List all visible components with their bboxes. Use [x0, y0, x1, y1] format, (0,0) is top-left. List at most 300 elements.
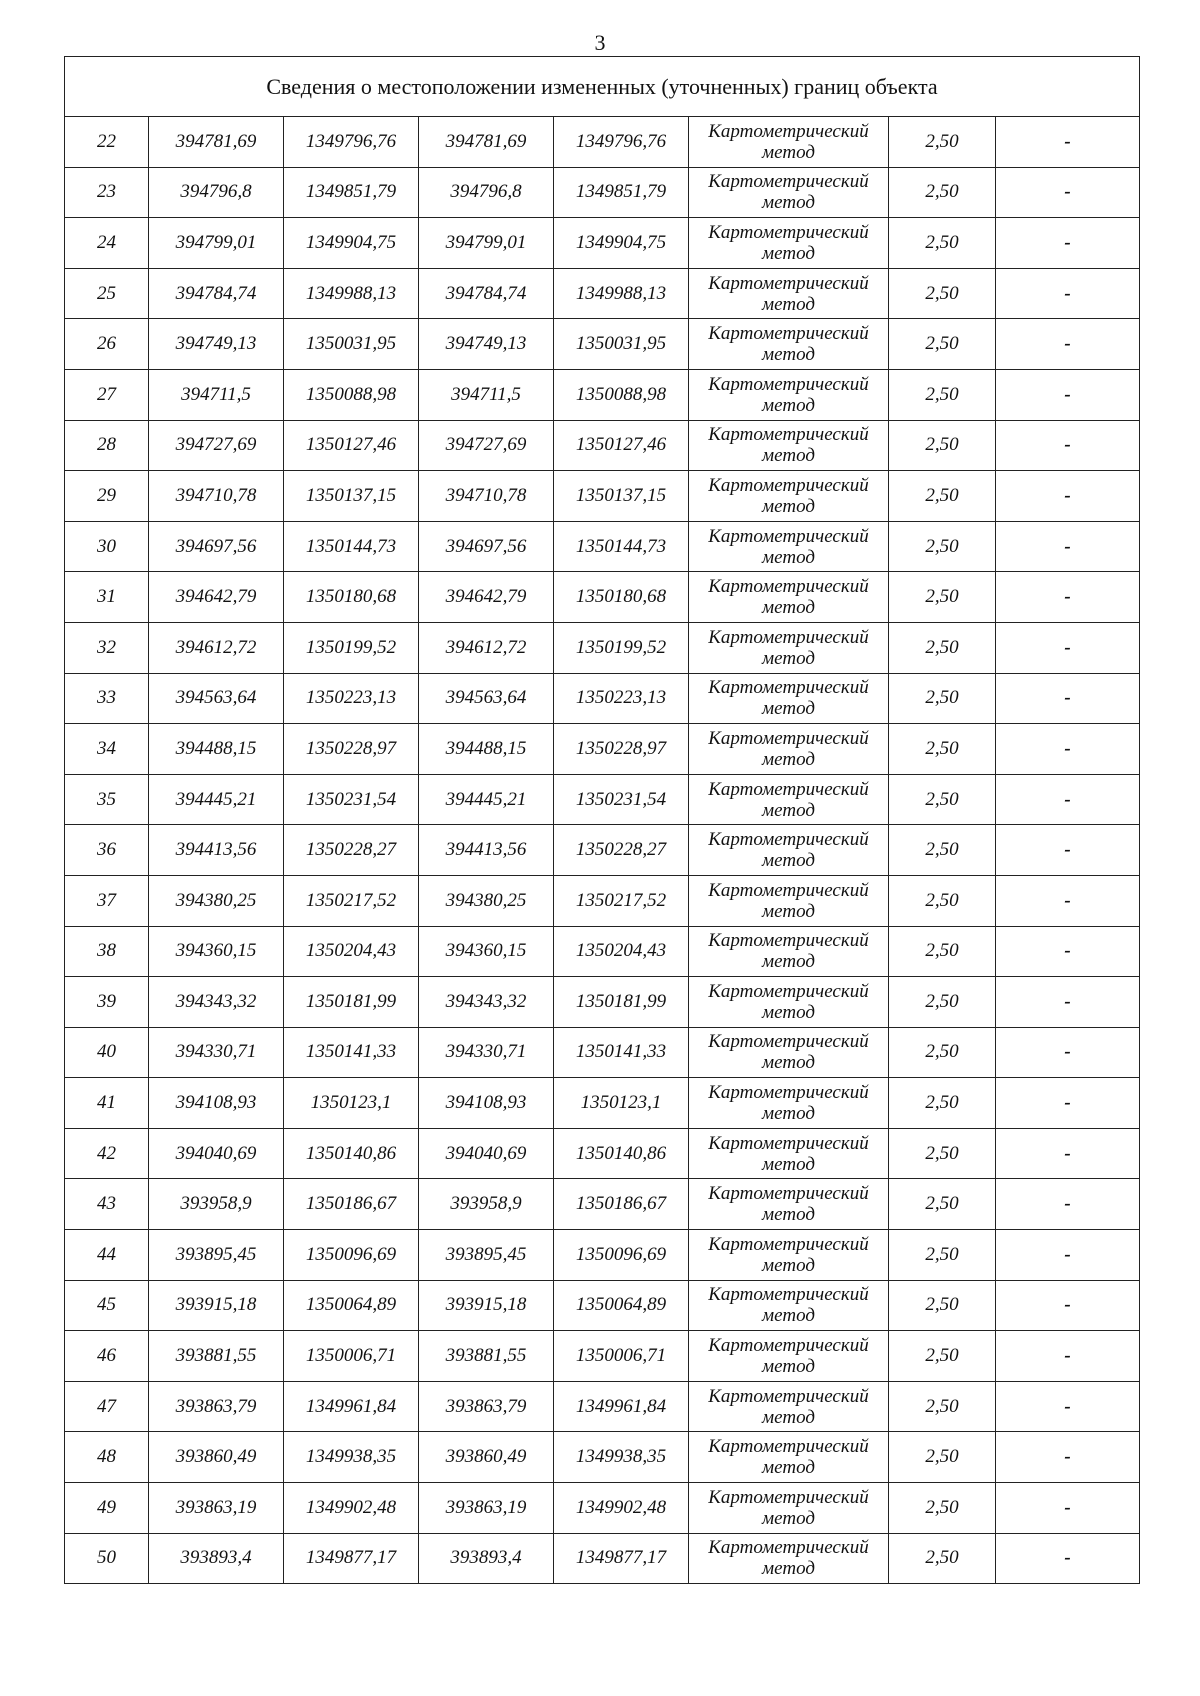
x-existing-cell: 393958,9	[149, 1179, 284, 1230]
note-cell: -	[996, 1483, 1140, 1534]
precision-cell: 2,50	[889, 977, 996, 1028]
x-existing-cell: 393893,4	[149, 1533, 284, 1584]
point-number-cell: 43	[65, 1179, 149, 1230]
y-existing-cell: 1350186,67	[284, 1179, 419, 1230]
x-refined-cell: 393860,49	[419, 1432, 554, 1483]
y-refined-cell: 1350141,33	[554, 1027, 689, 1078]
point-number-cell: 33	[65, 673, 149, 724]
method-cell	[689, 1230, 889, 1281]
y-existing-cell: 1350137,15	[284, 471, 419, 522]
x-existing-cell: 393863,19	[149, 1483, 284, 1534]
table-row	[65, 420, 1140, 471]
y-existing-cell: 1350064,89	[284, 1280, 419, 1331]
y-existing-cell: 1350199,52	[284, 622, 419, 673]
note-cell: -	[996, 521, 1140, 572]
x-refined-cell: 394784,74	[419, 268, 554, 319]
method-line-2: метод	[762, 394, 815, 416]
method-line-1: Картометрический	[708, 424, 869, 446]
y-existing-cell: 1350140,86	[284, 1128, 419, 1179]
note-cell: -	[996, 1432, 1140, 1483]
table-row	[65, 825, 1140, 876]
point-number-cell: 36	[65, 825, 149, 876]
y-refined-cell: 1349796,76	[554, 117, 689, 168]
method-cell	[689, 1533, 889, 1584]
y-existing-cell: 1349796,76	[284, 117, 419, 168]
y-existing-cell: 1349988,13	[284, 268, 419, 319]
table-row	[65, 1230, 1140, 1281]
method-line-1: Картометрический	[708, 171, 869, 193]
x-existing-cell: 394711,5	[149, 369, 284, 420]
method-line-1: Картометрический	[708, 980, 869, 1002]
x-refined-cell: 393915,18	[419, 1280, 554, 1331]
x-existing-cell: 393915,18	[149, 1280, 284, 1331]
method-cell	[689, 926, 889, 977]
y-refined-cell: 1350228,27	[554, 825, 689, 876]
x-existing-cell: 394360,15	[149, 926, 284, 977]
x-existing-cell: 394040,69	[149, 1128, 284, 1179]
y-refined-cell: 1350031,95	[554, 319, 689, 370]
precision-cell: 2,50	[889, 1128, 996, 1179]
table-row	[65, 117, 1140, 168]
method-line-2: метод	[762, 951, 815, 973]
y-refined-cell: 1350137,15	[554, 471, 689, 522]
point-number-cell: 29	[65, 471, 149, 522]
y-existing-cell: 1350181,99	[284, 977, 419, 1028]
x-refined-cell: 394488,15	[419, 724, 554, 775]
x-refined-cell: 394108,93	[419, 1078, 554, 1129]
method-cell	[689, 1027, 889, 1078]
method-cell	[689, 268, 889, 319]
y-existing-cell: 1349851,79	[284, 167, 419, 218]
method-line-2: метод	[762, 1406, 815, 1428]
x-existing-cell: 394330,71	[149, 1027, 284, 1078]
method-line-1: Картометрический	[708, 1132, 869, 1154]
method-cell	[689, 875, 889, 926]
table-row	[65, 1128, 1140, 1179]
method-line-1: Картометрический	[708, 1233, 869, 1255]
note-cell: -	[996, 622, 1140, 673]
note-cell: -	[996, 1331, 1140, 1382]
point-number-cell: 28	[65, 420, 149, 471]
precision-cell: 2,50	[889, 369, 996, 420]
point-number-cell: 25	[65, 268, 149, 319]
table-row	[65, 875, 1140, 926]
note-cell: -	[996, 572, 1140, 623]
precision-cell: 2,50	[889, 875, 996, 926]
method-line-1: Картометрический	[708, 727, 869, 749]
method-line-1: Картометрический	[708, 120, 869, 142]
table-row	[65, 471, 1140, 522]
x-existing-cell: 394796,8	[149, 167, 284, 218]
precision-cell: 2,50	[889, 268, 996, 319]
x-existing-cell: 394781,69	[149, 117, 284, 168]
method-cell	[689, 420, 889, 471]
method-line-2: метод	[762, 647, 815, 669]
method-line-1: Картометрический	[708, 1284, 869, 1306]
method-line-2: метод	[762, 1305, 815, 1327]
method-cell	[689, 1078, 889, 1129]
method-cell	[689, 622, 889, 673]
precision-cell: 2,50	[889, 521, 996, 572]
y-refined-cell: 1350180,68	[554, 572, 689, 623]
x-refined-cell: 394796,8	[419, 167, 554, 218]
method-line-2: метод	[762, 900, 815, 922]
table-row	[65, 1483, 1140, 1534]
method-line-2: метод	[762, 1052, 815, 1074]
method-line-2: метод	[762, 698, 815, 720]
method-line-1: Картометрический	[708, 1031, 869, 1053]
method-line-1: Картометрический	[708, 1436, 869, 1458]
y-refined-cell: 1349988,13	[554, 268, 689, 319]
x-existing-cell: 394784,74	[149, 268, 284, 319]
method-line-1: Картометрический	[708, 829, 869, 851]
y-existing-cell: 1350228,97	[284, 724, 419, 775]
method-cell	[689, 724, 889, 775]
y-existing-cell: 1350123,1	[284, 1078, 419, 1129]
x-existing-cell: 394642,79	[149, 572, 284, 623]
method-line-2: метод	[762, 344, 815, 366]
point-number-cell: 27	[65, 369, 149, 420]
precision-cell: 2,50	[889, 1027, 996, 1078]
y-refined-cell: 1350096,69	[554, 1230, 689, 1281]
note-cell: -	[996, 117, 1140, 168]
method-line-1: Картометрический	[708, 778, 869, 800]
note-cell: -	[996, 319, 1140, 370]
precision-cell: 2,50	[889, 1078, 996, 1129]
y-refined-cell: 1350181,99	[554, 977, 689, 1028]
method-line-2: метод	[762, 293, 815, 315]
page-number: 3	[594, 30, 606, 55]
y-refined-cell: 1349902,48	[554, 1483, 689, 1534]
table-row	[65, 1533, 1140, 1584]
y-refined-cell: 1349851,79	[554, 167, 689, 218]
y-existing-cell: 1350127,46	[284, 420, 419, 471]
x-refined-cell: 393958,9	[419, 1179, 554, 1230]
method-cell	[689, 825, 889, 876]
precision-cell: 2,50	[889, 218, 996, 269]
y-refined-cell: 1350006,71	[554, 1331, 689, 1382]
y-existing-cell: 1349904,75	[284, 218, 419, 269]
method-cell	[689, 521, 889, 572]
y-refined-cell: 1350144,73	[554, 521, 689, 572]
y-existing-cell: 1349902,48	[284, 1483, 419, 1534]
point-number-cell: 50	[65, 1533, 149, 1584]
y-refined-cell: 1350217,52	[554, 875, 689, 926]
x-refined-cell: 394343,32	[419, 977, 554, 1028]
precision-cell: 2,50	[889, 622, 996, 673]
point-number-cell: 23	[65, 167, 149, 218]
y-refined-cell: 1350140,86	[554, 1128, 689, 1179]
y-refined-cell: 1350204,43	[554, 926, 689, 977]
method-line-1: Картометрический	[708, 474, 869, 496]
note-cell: -	[996, 673, 1140, 724]
point-number-cell: 48	[65, 1432, 149, 1483]
y-existing-cell: 1349961,84	[284, 1381, 419, 1432]
point-number-cell: 44	[65, 1230, 149, 1281]
y-refined-cell: 1350223,13	[554, 673, 689, 724]
method-line-2: метод	[762, 1356, 815, 1378]
x-existing-cell: 394799,01	[149, 218, 284, 269]
table-row	[65, 1381, 1140, 1432]
method-line-2: метод	[762, 597, 815, 619]
x-refined-cell: 394360,15	[419, 926, 554, 977]
x-refined-cell: 394727,69	[419, 420, 554, 471]
y-existing-cell: 1349877,17	[284, 1533, 419, 1584]
point-number-cell: 30	[65, 521, 149, 572]
point-number-cell: 32	[65, 622, 149, 673]
y-existing-cell: 1350096,69	[284, 1230, 419, 1281]
point-number-cell: 41	[65, 1078, 149, 1129]
precision-cell: 2,50	[889, 167, 996, 218]
point-number-cell: 24	[65, 218, 149, 269]
y-existing-cell: 1350231,54	[284, 774, 419, 825]
method-line-1: Картометрический	[708, 221, 869, 243]
method-line-2: метод	[762, 141, 815, 163]
y-refined-cell: 1349904,75	[554, 218, 689, 269]
precision-cell: 2,50	[889, 1280, 996, 1331]
x-refined-cell: 393895,45	[419, 1230, 554, 1281]
method-line-2: метод	[762, 1507, 815, 1529]
note-cell: -	[996, 369, 1140, 420]
method-line-2: метод	[762, 1103, 815, 1125]
y-refined-cell: 1350123,1	[554, 1078, 689, 1129]
method-cell	[689, 774, 889, 825]
note-cell: -	[996, 875, 1140, 926]
precision-cell: 2,50	[889, 1432, 996, 1483]
table-row	[65, 926, 1140, 977]
method-line-2: метод	[762, 748, 815, 770]
method-cell	[689, 167, 889, 218]
y-refined-cell: 1350064,89	[554, 1280, 689, 1331]
precision-cell: 2,50	[889, 1179, 996, 1230]
y-refined-cell: 1349938,35	[554, 1432, 689, 1483]
x-existing-cell: 393860,49	[149, 1432, 284, 1483]
note-cell: -	[996, 268, 1140, 319]
precision-cell: 2,50	[889, 572, 996, 623]
precision-cell: 2,50	[889, 926, 996, 977]
method-line-2: метод	[762, 1204, 815, 1226]
boundary-coordinates-table	[64, 56, 1140, 1584]
y-existing-cell: 1350223,13	[284, 673, 419, 724]
method-cell	[689, 977, 889, 1028]
table-row	[65, 774, 1140, 825]
point-number-cell: 40	[65, 1027, 149, 1078]
point-number-cell: 26	[65, 319, 149, 370]
method-cell	[689, 1128, 889, 1179]
precision-cell: 2,50	[889, 825, 996, 876]
table-row	[65, 1078, 1140, 1129]
table-caption: Сведения о местоположении измененных (уточненных) границ объекта	[65, 57, 1140, 117]
y-existing-cell: 1350180,68	[284, 572, 419, 623]
precision-cell: 2,50	[889, 673, 996, 724]
precision-cell: 2,50	[889, 724, 996, 775]
point-number-cell: 31	[65, 572, 149, 623]
method-cell	[689, 369, 889, 420]
method-line-1: Картометрический	[708, 576, 869, 598]
precision-cell: 2,50	[889, 1331, 996, 1382]
method-line-1: Картометрический	[708, 1082, 869, 1104]
method-line-1: Картометрический	[708, 272, 869, 294]
note-cell: -	[996, 1128, 1140, 1179]
table-row	[65, 319, 1140, 370]
x-existing-cell: 394413,56	[149, 825, 284, 876]
table-row	[65, 572, 1140, 623]
method-line-2: метод	[762, 546, 815, 568]
y-existing-cell: 1350088,98	[284, 369, 419, 420]
precision-cell: 2,50	[889, 774, 996, 825]
method-line-2: метод	[762, 850, 815, 872]
x-existing-cell: 394697,56	[149, 521, 284, 572]
point-number-cell: 45	[65, 1280, 149, 1331]
point-number-cell: 22	[65, 117, 149, 168]
method-line-2: метод	[762, 445, 815, 467]
method-cell	[689, 1280, 889, 1331]
x-existing-cell: 394380,25	[149, 875, 284, 926]
table-row	[65, 369, 1140, 420]
method-line-1: Картометрический	[708, 1183, 869, 1205]
y-refined-cell: 1350231,54	[554, 774, 689, 825]
y-refined-cell: 1350228,97	[554, 724, 689, 775]
precision-cell: 2,50	[889, 1230, 996, 1281]
table-row	[65, 977, 1140, 1028]
method-line-2: метод	[762, 1558, 815, 1580]
note-cell: -	[996, 471, 1140, 522]
method-line-2: метод	[762, 1001, 815, 1023]
x-existing-cell: 394343,32	[149, 977, 284, 1028]
x-refined-cell: 394330,71	[419, 1027, 554, 1078]
point-number-cell: 39	[65, 977, 149, 1028]
method-line-1: Картометрический	[708, 1335, 869, 1357]
precision-cell: 2,50	[889, 319, 996, 370]
method-line-2: метод	[762, 1153, 815, 1175]
y-refined-cell: 1350127,46	[554, 420, 689, 471]
x-existing-cell: 394488,15	[149, 724, 284, 775]
y-refined-cell: 1349961,84	[554, 1381, 689, 1432]
x-refined-cell: 394040,69	[419, 1128, 554, 1179]
method-line-1: Картометрический	[708, 677, 869, 699]
method-line-1: Картометрический	[708, 626, 869, 648]
precision-cell: 2,50	[889, 1381, 996, 1432]
method-line-2: метод	[762, 1254, 815, 1276]
table-row	[65, 1179, 1140, 1230]
x-refined-cell: 394799,01	[419, 218, 554, 269]
y-existing-cell: 1350204,43	[284, 926, 419, 977]
x-refined-cell: 394749,13	[419, 319, 554, 370]
note-cell: -	[996, 1078, 1140, 1129]
note-cell: -	[996, 1381, 1140, 1432]
x-existing-cell: 393863,79	[149, 1381, 284, 1432]
x-refined-cell: 394697,56	[419, 521, 554, 572]
note-cell: -	[996, 1280, 1140, 1331]
table-row	[65, 622, 1140, 673]
x-refined-cell: 394380,25	[419, 875, 554, 926]
point-number-cell: 47	[65, 1381, 149, 1432]
method-cell	[689, 218, 889, 269]
x-existing-cell: 394612,72	[149, 622, 284, 673]
y-refined-cell: 1350088,98	[554, 369, 689, 420]
note-cell: -	[996, 825, 1140, 876]
y-existing-cell: 1350141,33	[284, 1027, 419, 1078]
note-cell: -	[996, 724, 1140, 775]
x-refined-cell: 393863,19	[419, 1483, 554, 1534]
x-refined-cell: 393893,4	[419, 1533, 554, 1584]
method-line-1: Картометрический	[708, 1385, 869, 1407]
note-cell: -	[996, 1230, 1140, 1281]
table-caption-row	[65, 57, 1140, 117]
precision-cell: 2,50	[889, 1533, 996, 1584]
y-existing-cell: 1350217,52	[284, 875, 419, 926]
method-line-1: Картометрический	[708, 373, 869, 395]
precision-cell: 2,50	[889, 471, 996, 522]
table-row	[65, 521, 1140, 572]
method-cell	[689, 1483, 889, 1534]
point-number-cell: 34	[65, 724, 149, 775]
note-cell: -	[996, 420, 1140, 471]
table-row	[65, 1280, 1140, 1331]
note-cell: -	[996, 1179, 1140, 1230]
method-line-1: Картометрический	[708, 525, 869, 547]
x-existing-cell: 394108,93	[149, 1078, 284, 1129]
table-row	[65, 724, 1140, 775]
method-line-2: метод	[762, 192, 815, 214]
method-line-1: Картометрический	[708, 879, 869, 901]
note-cell: -	[996, 1533, 1140, 1584]
precision-cell: 2,50	[889, 1483, 996, 1534]
method-cell	[689, 1179, 889, 1230]
table-body	[65, 117, 1140, 1584]
x-existing-cell: 394749,13	[149, 319, 284, 370]
y-existing-cell: 1350228,27	[284, 825, 419, 876]
y-existing-cell: 1350031,95	[284, 319, 419, 370]
method-line-1: Картометрический	[708, 323, 869, 345]
table-row	[65, 218, 1140, 269]
point-number-cell: 46	[65, 1331, 149, 1382]
table-row	[65, 1027, 1140, 1078]
x-existing-cell: 394710,78	[149, 471, 284, 522]
method-line-2: метод	[762, 1457, 815, 1479]
x-existing-cell: 393881,55	[149, 1331, 284, 1382]
x-refined-cell: 394563,64	[419, 673, 554, 724]
method-cell	[689, 1381, 889, 1432]
table-row	[65, 167, 1140, 218]
y-refined-cell: 1349877,17	[554, 1533, 689, 1584]
point-number-cell: 37	[65, 875, 149, 926]
method-cell	[689, 673, 889, 724]
method-cell	[689, 1331, 889, 1382]
method-line-2: метод	[762, 495, 815, 517]
note-cell: -	[996, 218, 1140, 269]
precision-cell: 2,50	[889, 420, 996, 471]
x-refined-cell: 394710,78	[419, 471, 554, 522]
y-existing-cell: 1350144,73	[284, 521, 419, 572]
x-existing-cell: 394445,21	[149, 774, 284, 825]
x-refined-cell: 393881,55	[419, 1331, 554, 1382]
table-row	[65, 268, 1140, 319]
y-refined-cell: 1350199,52	[554, 622, 689, 673]
method-cell	[689, 117, 889, 168]
note-cell: -	[996, 1027, 1140, 1078]
x-refined-cell: 394413,56	[419, 825, 554, 876]
method-line-2: метод	[762, 799, 815, 821]
method-line-1: Картометрический	[708, 1486, 869, 1508]
method-cell	[689, 1432, 889, 1483]
x-existing-cell: 394563,64	[149, 673, 284, 724]
note-cell: -	[996, 167, 1140, 218]
point-number-cell: 42	[65, 1128, 149, 1179]
method-line-1: Картометрический	[708, 930, 869, 952]
point-number-cell: 38	[65, 926, 149, 977]
x-refined-cell: 394711,5	[419, 369, 554, 420]
